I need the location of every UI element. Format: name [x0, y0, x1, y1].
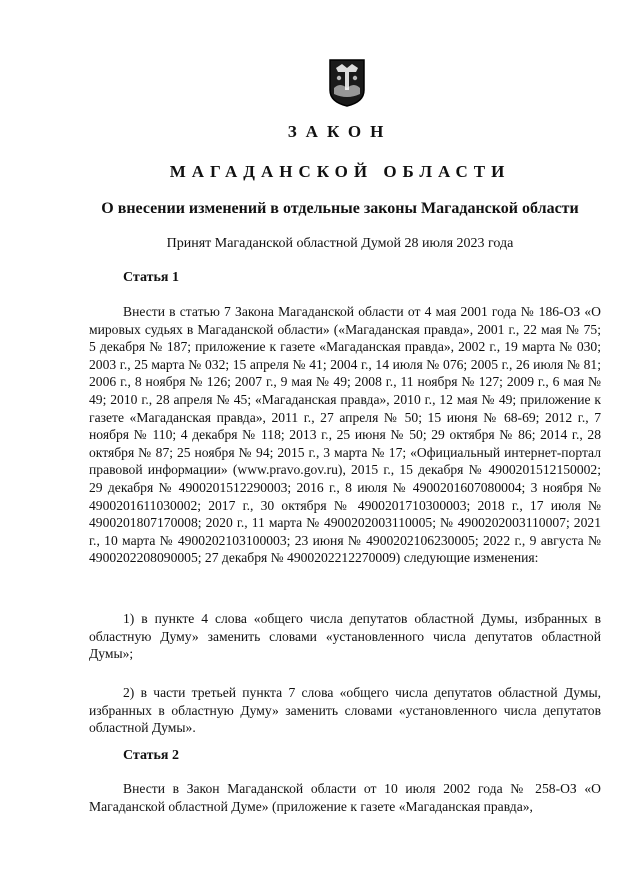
- article-2-intro: Внести в Закон Магаданской области от 10 июля 2002 года № 258-ОЗ «О Магаданской областной Думе» (приложение к газете «Магаданская правда»,: [89, 781, 601, 814]
- regional-coat-of-arms-icon: [328, 58, 366, 108]
- adoption-note: Принят Магаданской областной Думой 28 июля 2023 года: [166, 236, 514, 251]
- region-title: МАГАДАНСКОЙ ОБЛАСТИ: [169, 162, 511, 181]
- article-1-heading: Статья 1: [123, 270, 179, 285]
- article-2-heading: Статья 2: [123, 748, 179, 763]
- article-1-intro: Внести в статью 7 Закона Магаданской области от 4 мая 2001 года № 186-ОЗ «О мировых судьях в Магаданской области» («Магаданская правда», 2001 г., 22 мая № 75; 5 декабря № 187; приложение к газете «Магаданская правда», 2002 г., 19 марта № 030; 2003 г., 25 марта № 032; 15 апреля № 41; 2004 г., 14 июля № 076; 2005 г., 26 июля № 81; 2006 г., 8 ноября № 126; 2007 г., 9 мая № 49; 2008 г., 11 ноября № 127; 2009 г., 6 мая № 49; 2010 г., 28 апреля № 45; «Магаданская правда», 2010 г., 12 мая № 49; приложение к газете «Магаданская правда», 2011 г., 27 апреля № 50; 15 июня № 68-69; 2012 г., 7 ноября № 110; 4 декабря № 118; 2013 г., 25 июня № 50; 29 октября № 86; 2014 г., 28 октября № 87; 25 ноября № 94; 2015 г., 3 марта № 17; «Официальный интернет-портал правовой информации» (www.pravo.gov.ru), 2015 г., 15 декабря № 4900201512150002; 29 декабря № 4900201512290003; 2016 г., 8 июля № 4900201607080004; 3 ноября № 4900201611030002; 2017 г., 30 октября № 4900201710300003; 2018 г., 17 июля № 4900201807170008; 2020 г., 11 марта № 4900202003110005; № 4900202003110007; 2021 г., 10 марта № 4900202103100003; 23 июня № 4900202106230005; 2022 г., 9 августа № 4900202208090005; 27 декабря № 4900202212270009) следующие изменения:: [89, 304, 601, 566]
- article-1-item-2: 2) в части третьей пункта 7 слова «общего числа депутатов областной Думы, избранных в областную Думу» заменить словами «установленного числа депутатов областной Думы».: [89, 685, 601, 736]
- law-subject: О внесении изменений в отдельные законы Магаданской области: [101, 200, 579, 217]
- law-title: ЗАКОН: [287, 122, 393, 141]
- article-1-item-1: 1) в пункте 4 слова «общего числа депутатов областной Думы, избранных в областную Думу» заменить словами «установленного числа депутатов областной Думы»;: [89, 611, 601, 662]
